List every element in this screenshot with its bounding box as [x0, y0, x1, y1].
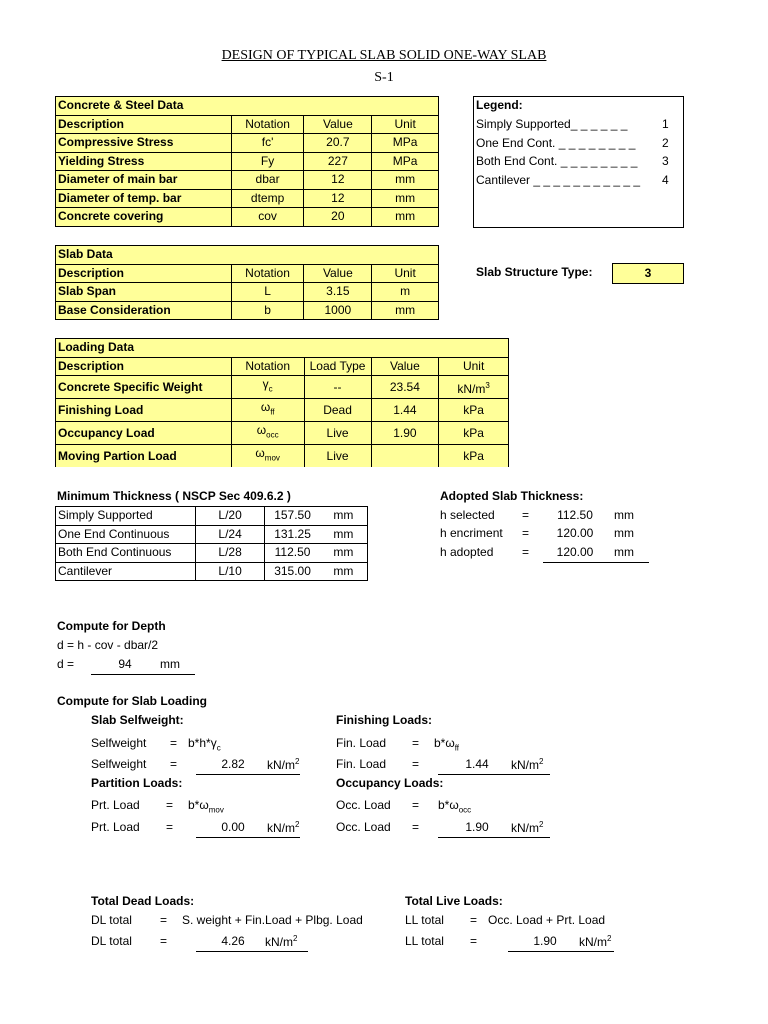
dead-label: DL total: [91, 934, 132, 948]
underline: [438, 774, 550, 775]
partition-formula: $b*\omega_{mov}$: [188, 798, 224, 815]
slab-data-table: [55, 245, 439, 320]
page-subtitle: S-1: [374, 70, 394, 85]
legend-item: Cantilever _ _ _ _ _ _ _ _ _ _ _: [476, 173, 641, 187]
partition-unit: $kN/m^2$: [267, 820, 300, 835]
column-header: Value: [371, 357, 439, 376]
cell: 1.44: [371, 399, 439, 422]
cell: mm: [320, 562, 368, 581]
occupancy-value: 1.90: [465, 820, 489, 834]
column-header: Value: [304, 115, 372, 134]
cell: 23.54: [371, 376, 439, 399]
cell: mm: [372, 301, 439, 320]
cell: Occupancy Load: [56, 422, 232, 445]
adopted-unit: mm: [614, 508, 634, 522]
cell: Diameter of temp. bar: [56, 189, 232, 208]
cell: dbar: [231, 171, 304, 190]
cell: cov: [231, 208, 304, 227]
slab-structure-label: Slab Structure Type:: [476, 265, 593, 279]
cell: Live: [304, 422, 371, 445]
table-row: [56, 422, 509, 445]
dead-unit: $kN/m^2$: [265, 934, 298, 949]
column-header: Description: [56, 115, 232, 134]
partition-heading: Partition Loads:: [91, 776, 183, 790]
cell: mm: [372, 189, 439, 208]
selfweight-heading: Slab Selfweight:: [91, 713, 184, 727]
subscript: c: [268, 384, 273, 394]
equals-sign: =: [160, 934, 168, 948]
cell: Base Consideration: [56, 301, 232, 320]
cell: 157.50: [265, 507, 320, 526]
cell: Slab Span: [56, 283, 232, 302]
underline: [543, 562, 649, 563]
cell: dtemp: [231, 189, 304, 208]
cell: [231, 399, 304, 422]
cell: 227: [304, 152, 372, 171]
column-header: Notation: [231, 115, 304, 134]
finishing-unit: $kN/m^2$: [511, 757, 544, 772]
cell: L/28: [195, 544, 265, 563]
equals-sign: =: [170, 736, 178, 750]
equals-sign: =: [160, 913, 168, 927]
adopted-value: 120.00: [556, 545, 594, 559]
selfweight-label: Selfweight: [91, 757, 147, 771]
column-header: Description: [56, 264, 232, 283]
cell: 3.15: [304, 283, 372, 302]
table-row: [56, 544, 368, 563]
unit: kN/m: [457, 381, 486, 396]
equals-sign: =: [522, 508, 530, 522]
depth-formula: d = h - cov - dbar/2: [57, 638, 159, 652]
finishing-formula: $b*\omega_{ff}$: [434, 736, 460, 753]
cell: mm: [320, 525, 368, 544]
cell: mm: [372, 171, 439, 190]
cell: kPa: [439, 399, 509, 422]
table-row: [56, 171, 439, 190]
gamma-symbol: γ: [262, 377, 269, 392]
selfweight-label: Selfweight: [91, 736, 147, 750]
table-row: [56, 562, 368, 581]
table-row: [56, 208, 439, 227]
column-header: Value: [304, 264, 372, 283]
legend-number: 2: [662, 136, 669, 150]
live-label: LL total: [405, 934, 444, 948]
cell: Fy: [231, 152, 304, 171]
equals-sign: =: [412, 820, 420, 834]
cell: b: [231, 301, 304, 320]
cell: [439, 376, 509, 399]
table-row: [56, 301, 439, 320]
cell: L/20: [195, 507, 265, 526]
dead-heading: Total Dead Loads:: [91, 894, 195, 908]
cell: L: [231, 283, 304, 302]
equals-sign: =: [412, 798, 420, 812]
legend-heading: Legend:: [476, 98, 523, 112]
table-row: [56, 134, 439, 153]
omega-symbol: ω: [256, 423, 267, 438]
cell: Compressive Stress: [56, 134, 232, 153]
column-header: Unit: [372, 264, 439, 283]
underline: [196, 774, 300, 775]
equals-sign: =: [522, 545, 530, 559]
occupancy-formula: $b*\omega_{occ}$: [438, 798, 472, 815]
live-unit: $kN/m^2$: [579, 934, 612, 949]
dead-formula: S. weight + Fin.Load + Plbg. Load: [182, 913, 363, 927]
cell: [371, 445, 439, 468]
adopted-unit: mm: [614, 526, 634, 540]
partition-label: Prt. Load: [91, 798, 140, 812]
table-row: [56, 445, 509, 468]
dead-label: DL total: [91, 913, 132, 927]
concrete-steel-table: [55, 96, 439, 227]
min-thickness-table: [55, 506, 368, 581]
legend-item: Both End Cont. _ _ _ _ _ _ _ _: [476, 154, 638, 168]
equals-sign: =: [412, 736, 420, 750]
table-row: [56, 283, 439, 302]
cell: L/10: [195, 562, 265, 581]
cell: --: [304, 376, 371, 399]
column-header: Unit: [439, 357, 509, 376]
adopted-heading: Adopted Slab Thickness:: [440, 489, 584, 503]
section-heading: Concrete & Steel Data: [56, 97, 439, 116]
live-label: LL total: [405, 913, 444, 927]
omega-symbol: ω: [260, 400, 271, 415]
legend-item: One End Cont. _ _ _ _ _ _ _ _: [476, 136, 636, 150]
occupancy-heading: Occupancy Loads:: [336, 776, 444, 790]
table-row: [56, 399, 509, 422]
equals-sign: =: [170, 757, 178, 771]
selfweight-formula: $b*h*\gamma_c$: [188, 736, 221, 753]
equals-sign: =: [166, 798, 174, 812]
cell: 1000: [304, 301, 372, 320]
cell: Diameter of main bar: [56, 171, 232, 190]
cell: mm: [372, 208, 439, 227]
underline: [438, 837, 550, 838]
cell: L/24: [195, 525, 265, 544]
section-heading: Slab Data: [56, 246, 439, 265]
cell: 12: [304, 189, 372, 208]
cell: fc': [231, 134, 304, 153]
adopted-label: h adopted: [440, 545, 494, 559]
column-header: Notation: [231, 264, 304, 283]
equals-sign: =: [470, 913, 478, 927]
table-row: [56, 525, 368, 544]
depth-heading: Compute for Depth: [57, 619, 166, 633]
cell: kPa: [439, 422, 509, 445]
cell: 315.00: [265, 562, 320, 581]
legend-number: 1: [662, 117, 669, 131]
cell: Cantilever: [56, 562, 196, 581]
occupancy-label: Occ. Load: [336, 820, 391, 834]
cell: [231, 422, 304, 445]
legend-item: Simply Supported_ _ _ _ _ _: [476, 117, 628, 131]
cell: Dead: [304, 399, 371, 422]
cell: 1.90: [371, 422, 439, 445]
legend-number: 4: [662, 173, 669, 187]
cell: 12: [304, 171, 372, 190]
cell: Both End Continuous: [56, 544, 196, 563]
column-header: Unit: [372, 115, 439, 134]
cell: 112.50: [265, 544, 320, 563]
table-row: [56, 507, 368, 526]
cell: Live: [304, 445, 371, 468]
equals-sign: =: [470, 934, 478, 948]
loading-data-table: [55, 338, 509, 467]
adopted-value: 112.50: [557, 508, 593, 522]
finishing-value: 1.44: [465, 757, 489, 771]
cell: MPa: [372, 152, 439, 171]
min-thickness-heading: Minimum Thickness ( NSCP Sec 409.6.2 ): [57, 489, 291, 503]
selfweight-value: 2.82: [221, 757, 245, 771]
cell: One End Continuous: [56, 525, 196, 544]
finishing-label: Fin. Load: [336, 736, 387, 750]
occupancy-unit: $kN/m^2$: [511, 820, 544, 835]
adopted-value: 120.00: [556, 526, 594, 540]
adopted-label: h selected: [440, 508, 495, 522]
live-value: 1.90: [533, 934, 557, 948]
live-heading: Total Live Loads:: [405, 894, 503, 908]
live-formula: Occ. Load + Prt. Load: [488, 913, 606, 927]
cell: MPa: [372, 134, 439, 153]
column-header: Notation: [231, 357, 304, 376]
cell: mm: [320, 544, 368, 563]
cell: Moving Partion Load: [56, 445, 232, 468]
subscript: occ: [266, 430, 279, 440]
subscript: ff: [270, 407, 275, 417]
depth-value: 94: [118, 657, 132, 671]
omega-symbol: ω: [255, 446, 265, 461]
cell: Concrete covering: [56, 208, 232, 227]
cell: m: [372, 283, 439, 302]
partition-value: 0.00: [221, 820, 245, 834]
selfweight-unit: $kN/m^2$: [267, 757, 300, 772]
dead-value: 4.26: [221, 934, 245, 948]
cell: [231, 445, 304, 468]
cell: 131.25: [265, 525, 320, 544]
equals-sign: =: [412, 757, 420, 771]
partition-label: Prt. Load: [91, 820, 140, 834]
underline: [508, 951, 614, 952]
underline: [196, 951, 308, 952]
slab-structure-value[interactable]: 3: [612, 263, 684, 284]
subscript: mov: [264, 453, 280, 463]
finishing-heading: Finishing Loads:: [336, 713, 432, 727]
cell: Concrete Specific Weight: [56, 376, 232, 399]
depth-label: d =: [57, 657, 75, 671]
cell: [231, 376, 304, 399]
depth-unit: mm: [160, 657, 180, 671]
cell: Finishing Load: [56, 399, 232, 422]
slab-loading-heading: Compute for Slab Loading: [57, 694, 207, 708]
adopted-unit: mm: [614, 545, 634, 559]
table-row: [56, 152, 439, 171]
cell: Yielding Stress: [56, 152, 232, 171]
legend-number: 3: [662, 154, 669, 168]
cell: kPa: [439, 445, 509, 468]
equals-sign: =: [166, 820, 174, 834]
column-header: Load Type: [304, 357, 371, 376]
table-row: [56, 376, 509, 399]
underline: [196, 837, 300, 838]
cell: 20: [304, 208, 372, 227]
superscript: 3: [485, 380, 490, 390]
occupancy-label: Occ. Load: [336, 798, 391, 812]
adopted-label: h encriment: [440, 526, 503, 540]
underline: [91, 674, 195, 675]
page-title: DESIGN OF TYPICAL SLAB SOLID ONE-WAY SLAB: [221, 48, 547, 63]
equals-sign: =: [522, 526, 530, 540]
column-header: Description: [56, 357, 232, 376]
cell: Simply Supported: [56, 507, 196, 526]
cell: mm: [320, 507, 368, 526]
section-heading: Loading Data: [56, 339, 509, 358]
finishing-label: Fin. Load: [336, 757, 387, 771]
cell: 20.7: [304, 134, 372, 153]
table-row: [56, 189, 439, 208]
